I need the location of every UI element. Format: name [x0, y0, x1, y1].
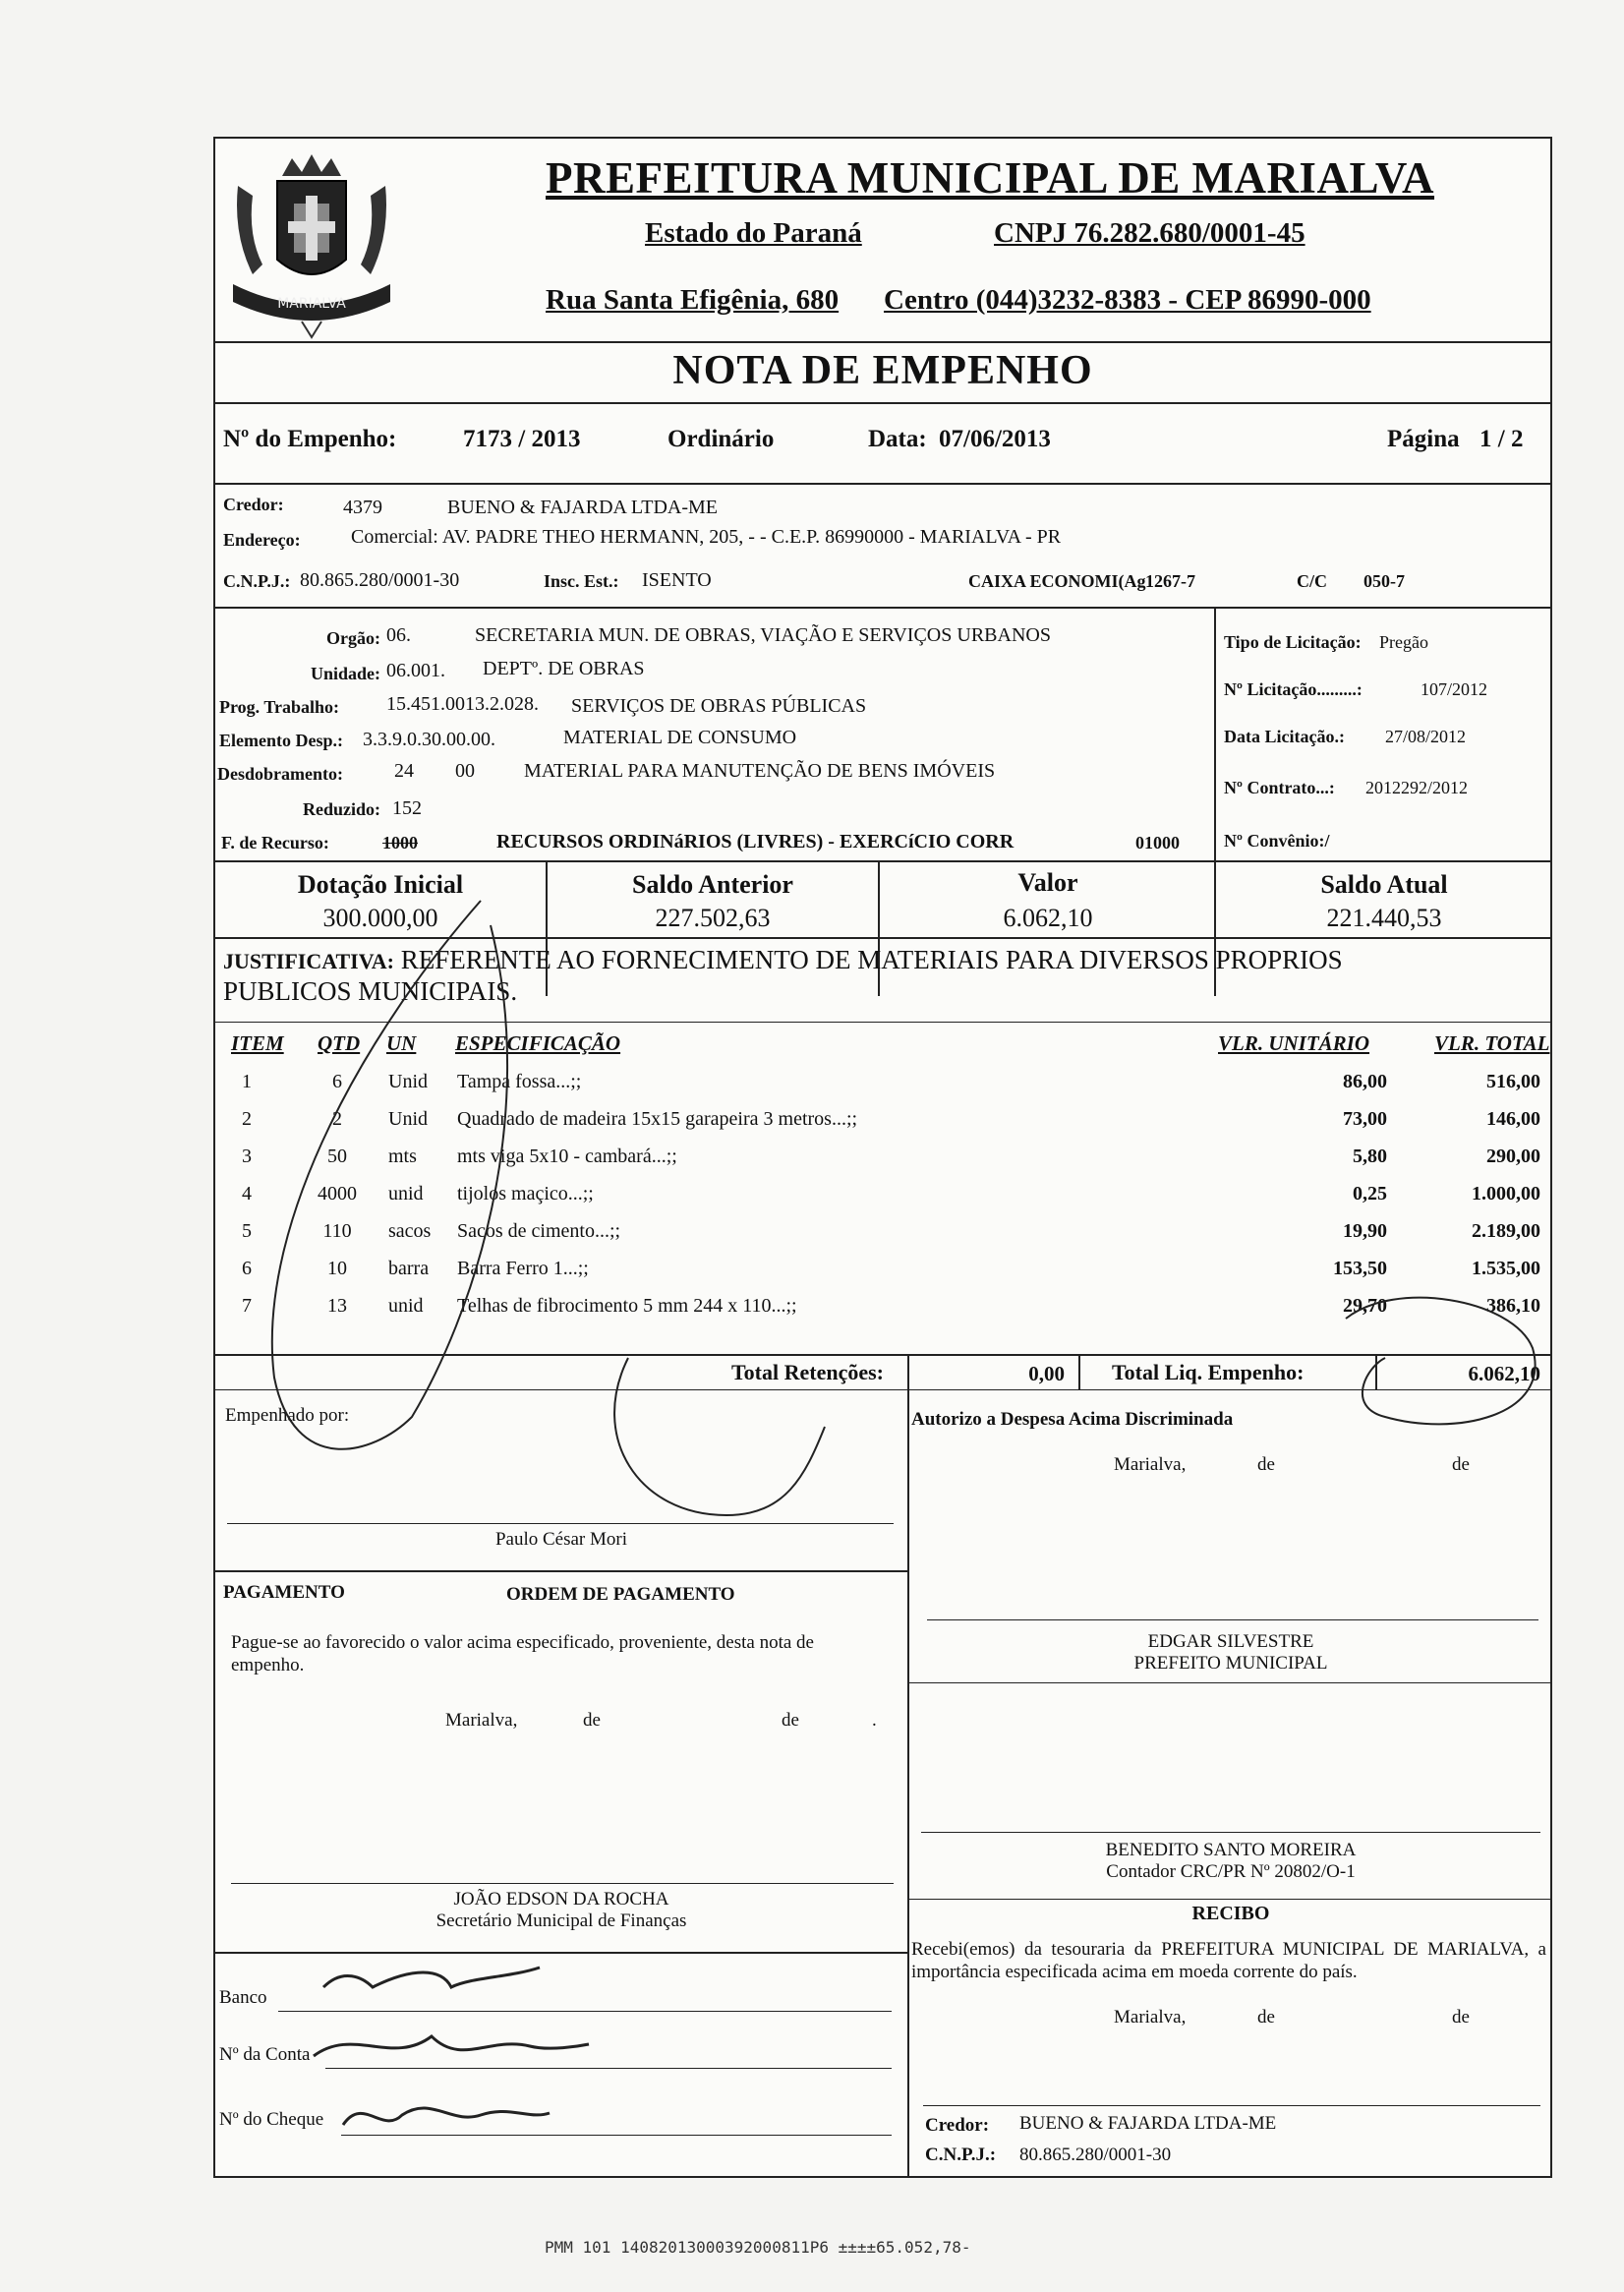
item-total: 386,10: [1486, 1295, 1540, 1317]
item-unit: 86,00: [1343, 1071, 1387, 1092]
prog-label: Prog. Trabalho:: [219, 697, 340, 717]
svg-text:MARIALVA: MARIALVA: [277, 296, 346, 312]
orgao-code: 06.: [386, 624, 411, 646]
retencoes-label: Total Retenções:: [731, 1360, 884, 1384]
empenho-label: Nº do Empenho:: [223, 426, 397, 452]
desdobramento-code1: 24: [394, 760, 414, 782]
tipo-licitacao-label: Tipo de Licitação:: [1224, 632, 1362, 652]
prog-code: 15.451.0013.2.028.: [386, 693, 539, 715]
item-spec: Sacos de cimento...;;: [457, 1220, 621, 1242]
reduzido-label: Reduzido:: [302, 799, 380, 819]
elemento-code: 3.3.9.0.30.00.00.: [363, 729, 495, 750]
prog-name: SERVIÇOS DE OBRAS PÚBLICAS: [571, 695, 867, 717]
item-unit: 153,50: [1333, 1258, 1387, 1279]
pagamento-place: Marialva,: [445, 1710, 518, 1731]
unidade-code: 06.001.: [386, 660, 445, 681]
dotacao-inicial-value: 300.000,00: [322, 904, 438, 932]
street-address: Rua Santa Efigênia, 680: [546, 284, 840, 316]
total-liquido-label: Total Liq. Empenho:: [1112, 1360, 1305, 1384]
credor-label: Credor:: [223, 495, 284, 514]
unidade-label: Unidade:: [310, 664, 380, 683]
item-total: 146,00: [1486, 1108, 1540, 1130]
recibo-cnpj-label: C.N.P.J.:: [925, 2145, 997, 2165]
col-un: UN: [386, 1031, 417, 1055]
col-item: ITEM: [231, 1031, 284, 1055]
ie-value: ISENTO: [642, 569, 712, 591]
dotacao-inicial-label: Dotação Inicial: [297, 870, 464, 899]
item-n: 5: [242, 1220, 252, 1242]
item-n: 4: [242, 1183, 252, 1205]
pagamento-dot: .: [872, 1710, 877, 1731]
saldo-atual-value: 221.440,53: [1326, 904, 1442, 932]
recurso-label: F. de Recurso:: [221, 833, 329, 852]
tipo-licitacao-value: Pregão: [1379, 632, 1428, 652]
credor-address: Comercial: AV. PADRE THEO HERMANN, 205, - - C.E.P. 86990000 - MARIALVA - PR: [351, 526, 1062, 548]
document-title: NOTA DE EMPENHO: [672, 348, 1093, 393]
item-unit: 5,80: [1353, 1146, 1387, 1167]
pagamento-de2: de: [782, 1710, 799, 1731]
item-n: 6: [242, 1258, 252, 1279]
recibo-label: RECIBO: [1191, 1903, 1270, 1924]
recibo-credor-label: Credor:: [925, 2115, 990, 2136]
autorizo-de2: de: [1452, 1454, 1470, 1475]
elemento-name: MATERIAL DE CONSUMO: [563, 727, 797, 748]
recibo-text: Recebi(emos) da tesouraria da PREFEITURA MUNICIPAL DE MARIALVA, a importância especificada acima em moeda corrente do país.: [911, 1939, 1546, 1982]
col-unit: VLR. UNITÁRIO: [1218, 1031, 1370, 1055]
saldo-anterior-label: Saldo Anterior: [632, 870, 793, 899]
empenho-type: Ordinário: [667, 426, 775, 452]
justificativa-label: JUSTIFICATIVA:: [223, 949, 395, 973]
contador-name: BENEDITO SANTO MOREIRA: [1105, 1840, 1357, 1860]
empenho-number: 7173 / 2013: [463, 426, 581, 452]
cc-value: 050-7: [1363, 571, 1405, 591]
item-qtd: 110: [322, 1220, 352, 1242]
state-name: Estado do Paraná: [645, 217, 862, 249]
item-n: 2: [242, 1108, 252, 1130]
item-total: 290,00: [1486, 1146, 1540, 1167]
item-un: unid: [388, 1295, 424, 1317]
data-licitacao-label: Data Licitação.:: [1224, 727, 1345, 746]
item-unit: 73,00: [1343, 1108, 1387, 1130]
orgao-label: Orgão:: [326, 628, 380, 648]
item-un: sacos: [388, 1220, 432, 1242]
cc-label: C/C: [1297, 571, 1327, 591]
document-frame: [213, 137, 1552, 2178]
credor-cnpj: 80.865.280/0001-30: [300, 569, 460, 591]
ie-label: Insc. Est.:: [544, 571, 619, 591]
item-un: mts: [388, 1146, 417, 1167]
pagamento-de1: de: [583, 1710, 601, 1731]
item-n: 7: [242, 1295, 252, 1317]
recibo-place: Marialva,: [1114, 2007, 1187, 2028]
item-qtd: 50: [327, 1146, 347, 1167]
page-number: 1 / 2: [1479, 426, 1524, 452]
prefeito-role: PREFEITO MUNICIPAL: [1133, 1653, 1328, 1674]
credor-cnpj-label: C.N.P.J.:: [223, 571, 291, 591]
banco-label: Banco: [219, 1987, 267, 2008]
total-liquido-value: 6.062,10: [1468, 1362, 1540, 1385]
ordem-pagamento-label: ORDEM DE PAGAMENTO: [506, 1584, 735, 1605]
municipality-cnpj: CNPJ 76.282.680/0001-45: [994, 217, 1305, 249]
item-total: 1.535,00: [1472, 1258, 1540, 1279]
unidade-name: DEPTº. DE OBRAS: [483, 658, 645, 679]
recurso-number: 01000: [1135, 833, 1180, 852]
contador-role: Contador CRC/PR Nº 20802/O-1: [1106, 1861, 1356, 1882]
convenio-label: Nº Convênio:/: [1224, 831, 1330, 851]
item-spec: Quadrado de madeira 15x15 garapeira 3 metros...;;: [457, 1108, 858, 1130]
saldo-anterior-value: 227.502,63: [655, 904, 771, 932]
empenho-date: 07/06/2013: [939, 426, 1051, 452]
recibo-cnpj-value: 80.865.280/0001-30: [1019, 2145, 1172, 2165]
elemento-label: Elemento Desp.:: [219, 731, 343, 750]
col-qtd: QTD: [318, 1031, 361, 1055]
page-label: Página: [1387, 426, 1460, 452]
bank-name: CAIXA ECONOMI(Ag: [968, 571, 1146, 591]
autorizo-de1: de: [1257, 1454, 1275, 1475]
item-spec: Tampa fossa...;;: [457, 1071, 582, 1092]
address-label: Endereço:: [223, 530, 301, 550]
recurso-name: RECURSOS ORDINáRIOS (LIVRES) - EXERCíCIO CORR: [496, 831, 1015, 852]
item-total: 2.189,00: [1472, 1220, 1540, 1242]
retencoes-value: 0,00: [1028, 1362, 1065, 1385]
justificativa-text: REFERENTE AO FORNECIMENTO DE MATERIAIS PARA DIVERSOS PROPRIOS PUBLICOS MUNICIPAIS.: [223, 945, 1343, 1006]
item-qtd: 13: [327, 1295, 347, 1317]
item-un: Unid: [388, 1071, 428, 1092]
contrato-value: 2012292/2012: [1365, 778, 1469, 797]
bank-agency: 1267-7: [1145, 571, 1195, 591]
autorizo-place: Marialva,: [1114, 1454, 1187, 1475]
item-qtd: 2: [332, 1108, 342, 1130]
recibo-credor-name: BUENO & FAJARDA LTDA-ME: [1019, 2113, 1277, 2134]
credor-name: BUENO & FAJARDA LTDA-ME: [447, 497, 719, 518]
cheque-label: Nº do Cheque: [219, 2109, 324, 2130]
pagamento-text: Pague-se ao favorecido o valor acima especificado, proveniente, desta nota de empenho.: [231, 1632, 814, 1675]
secretario-role: Secretário Municipal de Finanças: [435, 1910, 687, 1931]
col-spec: ESPECIFICAÇÃO: [455, 1031, 621, 1055]
secretario-name: JOÃO EDSON DA ROCHA: [453, 1889, 669, 1910]
prefeito-name: EDGAR SILVESTRE: [1147, 1631, 1314, 1652]
desdobramento-label: Desdobramento:: [217, 764, 343, 784]
item-n: 1: [242, 1071, 252, 1092]
credor-code: 4379: [343, 497, 382, 518]
saldo-atual-label: Saldo Atual: [1320, 870, 1448, 899]
contrato-label: Nº Contrato...:: [1224, 778, 1335, 797]
autorizo-label: Autorizo a Despesa Acima Discriminada: [911, 1409, 1234, 1430]
empenho-date-label: Data:: [868, 426, 927, 452]
conta-label: Nº da Conta: [219, 2044, 311, 2065]
item-spec: mts viga 5x10 - cambará...;;: [457, 1146, 677, 1167]
pagamento-label: PAGAMENTO: [223, 1582, 345, 1603]
item-spec: Telhas de fibrocimento 5 mm 244 x 110...;;: [457, 1295, 797, 1317]
contact-info: Centro (044)3232-8383 - CEP 86990-000: [884, 284, 1371, 316]
reduzido-value: 152: [392, 797, 422, 819]
item-total: 1.000,00: [1472, 1183, 1540, 1205]
item-n: 3: [242, 1146, 252, 1167]
orgao-name: SECRETARIA MUN. DE OBRAS, VIAÇÃO E SERVIÇOS URBANOS: [475, 624, 1051, 646]
desdobramento-name: MATERIAL PARA MANUTENÇÃO DE BENS IMÓVEIS: [524, 760, 996, 782]
item-unit: 19,90: [1343, 1220, 1387, 1242]
item-total: 516,00: [1486, 1071, 1540, 1092]
item-qtd: 6: [332, 1071, 342, 1092]
footer-code: PMM 101 14082013000392000811P6 ±±±±65.052,78-: [545, 2238, 971, 2257]
municipality-title: PREFEITURA MUNICIPAL DE MARIALVA: [546, 153, 1435, 203]
item-un: unid: [388, 1183, 424, 1205]
recibo-de2: de: [1452, 2007, 1470, 2028]
valor-value: 6.062,10: [1003, 904, 1093, 932]
item-spec: tijolos maçico...;;: [457, 1183, 594, 1205]
empenhado-label: Empenhado por:: [225, 1405, 350, 1426]
recibo-de1: de: [1257, 2007, 1275, 2028]
item-un: Unid: [388, 1108, 428, 1130]
data-licitacao-value: 27/08/2012: [1385, 727, 1467, 746]
item-qtd: 4000: [318, 1183, 357, 1205]
item-unit: 0,25: [1353, 1183, 1387, 1205]
empenhado-name: Paulo César Mori: [494, 1529, 628, 1550]
item-spec: Barra Ferro 1...;;: [457, 1258, 589, 1279]
handwritten-marks: [215, 139, 1552, 2178]
desdobramento-code2: 00: [455, 760, 475, 782]
valor-label: Valor: [1017, 868, 1078, 897]
num-licitacao-value: 107/2012: [1421, 679, 1488, 699]
item-un: barra: [388, 1258, 430, 1279]
item-qtd: 10: [327, 1258, 347, 1279]
col-total: VLR. TOTAL: [1434, 1031, 1550, 1055]
num-licitacao-label: Nº Licitação.........:: [1224, 679, 1363, 699]
item-unit: 29,70: [1343, 1295, 1387, 1317]
recurso-code: 1000: [382, 833, 418, 852]
